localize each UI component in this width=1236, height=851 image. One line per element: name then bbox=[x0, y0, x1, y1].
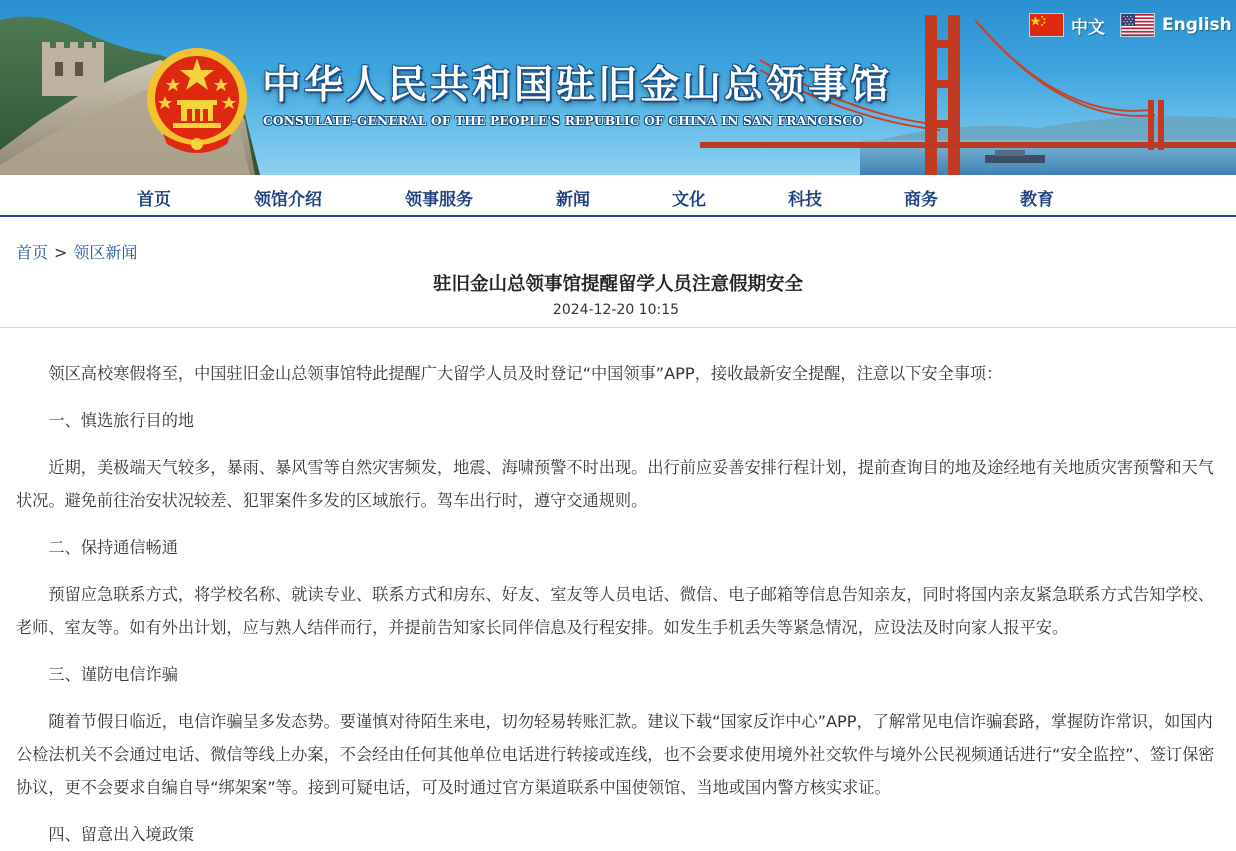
breadcrumb-separator: > bbox=[54, 243, 68, 262]
article-paragraph: 预留应急联系方式，将学校名称、就读专业、联系方式和房东、好友、室友等人员电话、微信、电子邮箱等信息告知亲友，同时将国内亲友紧急联系方式告知学校、老师、室友等。如有外出计划，应与熟人结伴而行，并提前告知家长同伴信息及行程安排。如发生手机丢失等紧急情况，应设法及时向家人报平安。 bbox=[16, 585, 1214, 637]
site-banner bbox=[0, 0, 1236, 175]
nav-consular-services[interactable]: 领事服务 bbox=[405, 190, 473, 210]
nav-home[interactable]: 首页 bbox=[137, 190, 171, 210]
title-divider bbox=[0, 327, 1236, 328]
article-section-heading: 三、谨防电信诈骗 bbox=[48, 665, 178, 684]
breadcrumb-home-link[interactable]: 首页 bbox=[16, 243, 49, 262]
nav-science-technology[interactable]: 科技 bbox=[788, 190, 822, 210]
article-section-heading: 二、保持通信畅通 bbox=[48, 538, 178, 557]
site-title: 中华人民共和国驻旧金山总领事馆 bbox=[262, 62, 893, 108]
nav-culture[interactable]: 文化 bbox=[672, 190, 706, 210]
us-flag-icon bbox=[1120, 13, 1155, 37]
breadcrumb-section-link[interactable]: 领区新闻 bbox=[73, 243, 138, 262]
main-nav bbox=[0, 175, 1236, 217]
china-flag-icon bbox=[1029, 13, 1064, 37]
nav-news[interactable]: 新闻 bbox=[556, 190, 590, 210]
article-paragraph: 领区高校寒假将至，中国驻旧金山总领事馆特此提醒广大留学人员及时登记“中国领事”APP，接收最新安全提醒，注意以下安全事项： bbox=[48, 364, 1003, 383]
article-section-heading: 四、留意出入境政策 bbox=[48, 825, 195, 844]
nav-commerce[interactable]: 商务 bbox=[904, 190, 938, 210]
site-subtitle: CONSULATE-GENERAL OF THE PEOPLE'S REPUBLIC OF CHINA IN SAN FRANCISCO bbox=[263, 114, 864, 128]
breadcrumb bbox=[16, 240, 137, 263]
article-title: 驻旧金山总领事馆提醒留学人员注意假期安全 bbox=[432, 274, 803, 295]
article-date: 2024-12-20 10:15 bbox=[552, 302, 680, 318]
article-paragraph: 近期，美极端天气较多，暴雨、暴风雪等自然灾害频发，地震、海啸预警不时出现。出行前应妥善安排行程计划，提前查询目的地及途经地有关地质灾害预警和天气状况。避免前往治安状况较差、犯罪案件多发的区域旅行。驾车出行时，遵守交通规则。 bbox=[16, 458, 1214, 510]
nav-education[interactable]: 教育 bbox=[1020, 190, 1054, 210]
language-english-link[interactable] bbox=[1120, 12, 1232, 38]
nav-about-consulate[interactable]: 领馆介绍 bbox=[254, 190, 322, 210]
article-paragraph: 随着节假日临近，电信诈骗呈多发态势。要谨慎对待陌生来电，切勿轻易转账汇款。建议下载“国家反诈中心”APP，了解常见电信诈骗套路，掌握防诈常识，如国内公检法机关不会通过电话、微信等线上办案，不会经由任何其他单位电话进行转接或连线，也不会要求使用境外社交软件与境外公民视频通话进行“安全监控”、签订保密协议，更不会要求自编自导“绑架案”等。接到可疑电话，可及时通过官方渠道联系中国使领馆、当地或国内警方核实求证。 bbox=[16, 712, 1215, 797]
article-body bbox=[16, 357, 1221, 851]
language-chinese-link[interactable] bbox=[1029, 12, 1105, 38]
language-english-label: English bbox=[1162, 15, 1232, 35]
article-section-heading: 一、慎选旅行目的地 bbox=[48, 411, 195, 430]
language-chinese-label: 中文 bbox=[1071, 17, 1105, 38]
national-emblem-icon bbox=[143, 44, 251, 156]
